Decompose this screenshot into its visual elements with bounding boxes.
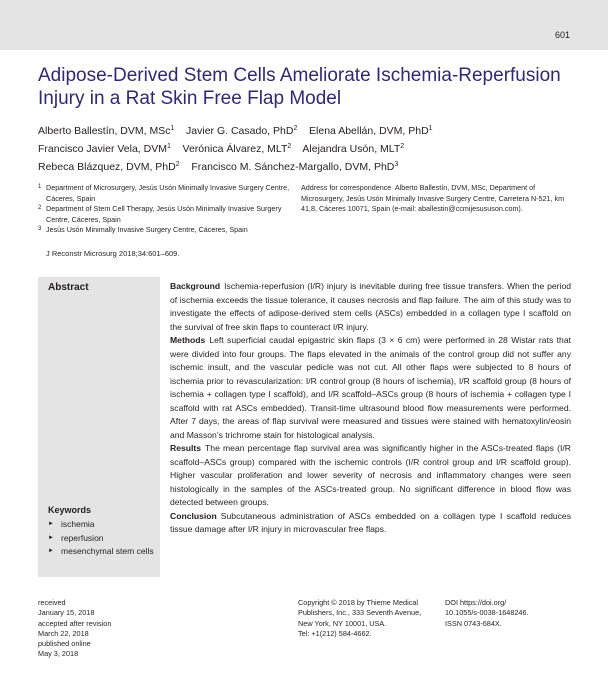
affiliation-text: Jesús Usón Minimally Invasive Surgery Centre, Cáceres, Spain [46, 225, 248, 235]
author-affiliation-mark: 2 [293, 125, 298, 132]
author-name: Alejandra Usón, MLT [302, 143, 401, 155]
abstract-sidebar [38, 277, 160, 577]
affiliation-text: Department of Stem Cell Therapy, Jesús Usón Minimally Invasive Surgery Centre, Cáceres, Spain [46, 204, 282, 224]
section-text: Ischemia-reperfusion (I/R) injury is inevitable during free tissue transfers. When the period of ischemia exceeds the tissue tolerance, it causes necrosis and flap failure. The aim of this study was to investigate the effects of adipose-derived stem cells (ASCs) embedded in a collagen type I scaffold on the survival of free skin flaps to counteract I/R injury. [170, 281, 571, 332]
section-label: Results [170, 443, 202, 453]
abstract-heading: Abstract [48, 282, 89, 293]
author-name: Alberto Ballestín, DVM, MSc [38, 125, 171, 137]
abstract-section-methods [170, 334, 571, 442]
author-line [38, 121, 578, 139]
section-label: Methods [170, 335, 206, 345]
author-name: Rebeca Blázquez, DVM, PhD [38, 161, 176, 173]
page-number: 601 [554, 30, 570, 40]
author-name: Verónica Álvarez, MLT [182, 143, 288, 155]
author-affiliation-mark: 3 [394, 161, 399, 168]
affiliation-text: Department of Microsurgery, Jesús Usón Minimally Invasive Surgery Centre, Cáceres, Spain [46, 183, 290, 203]
copyright-line: Tel: +1(212) 584-4662. [298, 628, 372, 638]
header-band [0, 0, 608, 50]
author-affiliation-mark: 2 [175, 161, 180, 168]
author-line [38, 157, 578, 175]
history-line: March 22, 2018 [38, 628, 89, 638]
author-list [38, 121, 578, 175]
keywords-list [48, 518, 156, 559]
keyword-item: ► ischemia [48, 518, 156, 532]
author-name: Elena Abellán, DVM, PhD [309, 125, 429, 137]
history-line: received [38, 598, 66, 607]
author-name: Francisco M. Sánchez-Margallo, DVM, PhD [191, 161, 395, 173]
affiliation-item [38, 225, 293, 236]
keyword-item: ► reperfusion [48, 532, 156, 546]
author-affiliation-mark: 1 [166, 143, 171, 150]
affiliation-item [38, 204, 293, 225]
doi-line[interactable]: 10.1055/s-0038-1648246. [445, 608, 529, 618]
keyword-item: ► mesenchymal stem cells [48, 545, 156, 559]
affiliation-item [38, 183, 293, 204]
abstract-section-conclusion [170, 510, 571, 537]
copyright-line: Publishers, Inc., 333 Seventh Avenue, [298, 608, 422, 618]
abstract-section-results [170, 442, 571, 510]
affiliation-mark: 1 [38, 184, 42, 190]
section-text: The mean percentage flap survival area was significantly higher in the ASCs-treated flaps (I/R scaffold–ASCs group) compared with the ischemic controls (I/R control group and I/R scaffold group). Higher vascular proliferation and lower severity of necrosis and inflammatory changes were seen histologically in the samples of the ASCs-treated group. No significant difference in blood flow was detected between groups. [170, 443, 571, 507]
section-label: Conclusion [170, 510, 217, 521]
author-affiliation-mark: 2 [287, 143, 292, 150]
article-history [38, 598, 158, 660]
copyright-line: New York, NY 10001, USA. [298, 618, 387, 628]
section-label: Background [170, 281, 221, 291]
affiliations [38, 183, 293, 236]
author-name: Francisco Javier Vela, DVM [38, 143, 167, 155]
copyright-notice [298, 598, 438, 639]
abstract-body [170, 280, 571, 537]
article-title: Adipose-Derived Stem Cells Ameliorate Ischemia-Reperfusion Injury in a Rat Skin Free Flap Model [38, 65, 561, 109]
abstract-box [38, 277, 571, 577]
doi-info [445, 598, 575, 629]
correspondence-label: Address for correspondence [301, 183, 392, 192]
keywords-heading: Keywords [48, 505, 92, 515]
issn-line: ISSN 0743-684X. [445, 618, 502, 628]
doi-line[interactable]: DOI https://doi.org/ [445, 598, 507, 607]
section-text: Subcutaneous administration of ASCs embedded on a collagen type I scaffold reduces tissue damage after I/R injury in microvascular free flaps. [170, 510, 571, 534]
history-line: January 15, 2018 [38, 608, 95, 618]
history-line: May 3, 2018 [38, 649, 79, 659]
history-line: published online [38, 639, 91, 649]
section-text: Left superficial caudal epigastric skin flaps (3 × 6 cm) were performed in 28 Wistar rats that were divided into four groups. The flaps elevated in the animals of the control group did not suffer any ischemic insult, and the vascular pedicle was not cut. All other flaps were subjected to 8 hours of ischemia prior to revascularization: I/R control group (8 hours of ischemia), I/R scaffold group (8 hours of ischemia + collagen type I scaffold), and I/R scaffold–ASCs group (8 hours of ischemia + collagen type I scaffold with rat ASCs embedded). Transit-time ultrasound blood flow measurements were performed. After 7 days, the areas of flap survival were measured and tissues were stained with hematoxylin/eosin and Masson’s trichrome stain for histological analysis. [170, 335, 571, 440]
author-affiliation-mark: 2 [400, 143, 405, 150]
author-line [38, 139, 578, 157]
affiliation-mark: 3 [38, 226, 42, 233]
author-affiliation-mark: 1 [428, 125, 433, 132]
abstract-section-background [170, 280, 571, 334]
copyright-line: Copyright © 2018 by Thieme Medical [298, 598, 419, 607]
correspondence-address [301, 183, 571, 215]
affiliation-mark: 2 [38, 205, 42, 212]
author-affiliation-mark: 1 [170, 125, 175, 132]
author-name: Javier G. Casado, PhD [186, 125, 294, 137]
journal-reference: J Reconstr Microsurg 2018;34:601–609. [46, 249, 180, 258]
history-line: accepted after revision [38, 618, 112, 628]
correspondence-text: Alberto Ballestín, DVM, MSc, Department of Microsurgery, Jesús Usón Minimally Invasive Surgery Centre, Carretera N-521, km 41,8, Cáceres 10071, Spain (e-mail: aballestin@ccmijesususon.com). [301, 183, 565, 214]
